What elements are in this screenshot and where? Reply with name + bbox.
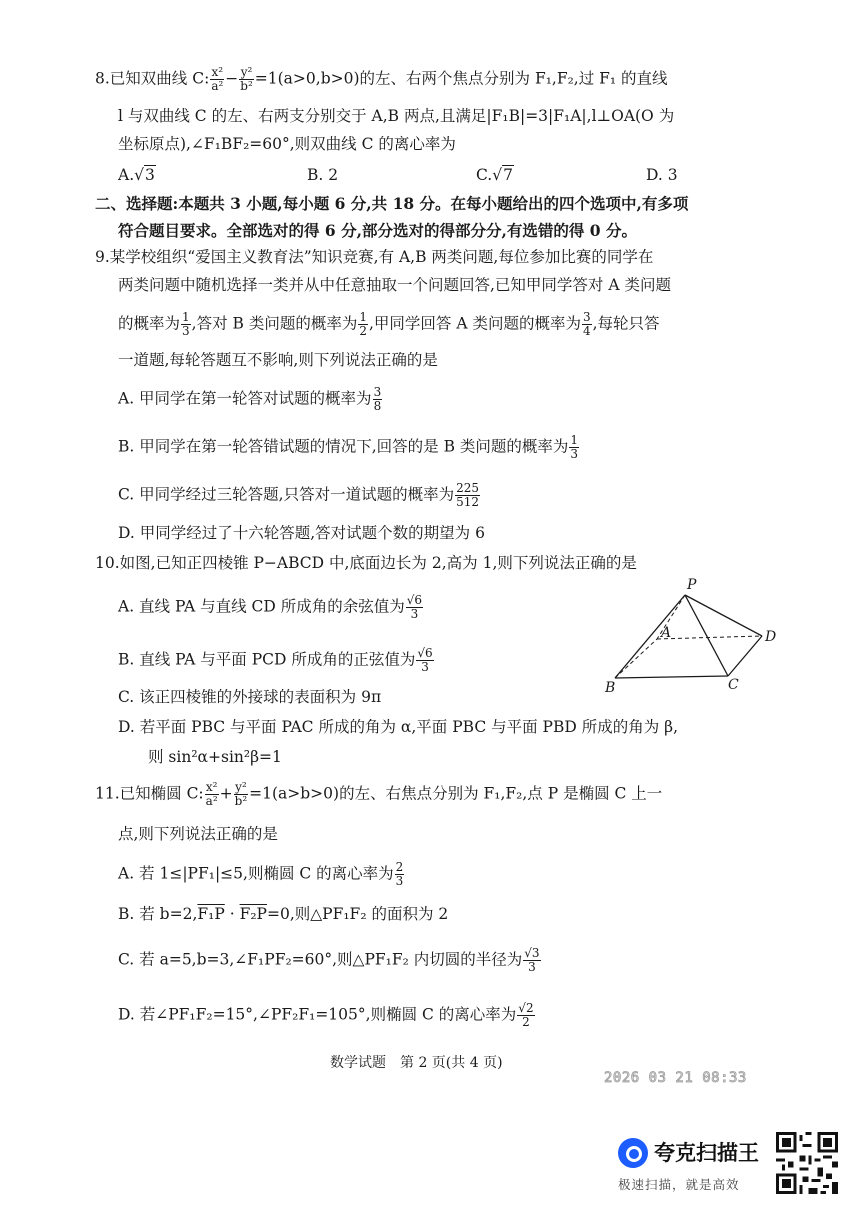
q9-line3: 的概率为 $\frac{1}{3}$ ,答对 B 类问题的概率为 $\frac{1}{2}$ ,甲同学回答 A 类问题的概率为 $\frac{3}{4}$ ,每轮只答 [118,310,660,338]
q9-option-a: A. 甲同学在第一轮答对试题的概率为 $\frac{3}{8}$ [118,385,382,413]
label-A: A [661,625,672,641]
q8-option-a: A.√3 [118,166,155,184]
q11-option-b: B. 若 b=2,F₁P · F₂P=0,则△PF₁F₂ 的面积为 2 [118,905,449,923]
logo-name: 夸克扫描王 [654,1141,759,1165]
q8-option-c: C.√7 [476,166,513,184]
edge-CD [728,636,762,676]
q8-stem-start: 8.已知双曲线 C: [95,69,210,88]
q11-line1: 11.已知椭圆 C: $\frac{\text{x²}}{\text{a²}}$ + $\frac{\text{y²}}{\text{b²}}$ =1(a>b>0)的左、右焦点分别为 F₁,F₂,点 P 是椭圆 C 上一 [95,780,663,808]
fraction-y2-b2: $\frac{\text{y²}}{\text{b²}}$ [240,65,253,93]
q9-option-d: D. 甲同学经过了十六轮答题,答对试题个数的期望为 6 [118,524,485,542]
q11-line2: 点,则下列说法正确的是 [118,825,278,843]
q10-option-c: C. 该正四棱锥的外接球的表面积为 9π [118,688,382,706]
fraction-1-2: $\frac{1}{2}$ [359,310,367,338]
q8-line3: 坐标原点),∠F₁BF₂=60°,则双曲线 C 的离心率为 [118,135,456,153]
pyramid-figure [595,575,795,700]
q8-option-b: B. 2 [307,166,339,184]
q9-line1: 9.某学校组织“爱国主义教育法”知识竞赛,有 A,B 两类问题,每位参加比赛的同学在 [95,248,654,266]
q11-option-c: C. 若 a=5,b=3,∠F₁PF₂=60°,则△PF₁F₂ 内切圆的半径为 $\frac{√3}{3}$ [118,946,540,974]
q10-option-d-line1: D. 若平面 PBC 与平面 PAC 所成的角为 α,平面 PBC 与平面 PBD 所成的角为 β, [118,718,679,736]
q9-option-c: C. 甲同学经过三轮答题,只答对一道试题的概率为 $\frac{225}{512}$ [118,481,479,509]
fraction-3-4: $\frac{3}{4}$ [582,310,591,338]
section2-heading-line1: 二、选择题:本题共 3 小题,每小题 6 分,共 18 分。在每小题给出的四个选项中,有多项 [95,194,689,213]
logo-tagline: 极速扫描，就是高效 [618,1177,740,1192]
q8-line1: 8.已知双曲线 C: $\frac{\text{x²}}{\text{a²}}$ − $\frac{\text{y²}}{\text{b²}}$ =1(a>0,b>0)的左、右两个焦点分别为 F₁,F₂,过 F₁ 的直线 [95,65,668,93]
qr-code-icon [776,1132,838,1194]
q10-option-d-line2: 则 sin²α+sin²β=1 [148,748,282,766]
q9-option-b: B. 甲同学在第一轮答错试题的情况下,回答的是 B 类问题的概率为 $\frac{1}{3}$ [118,433,579,461]
q11-option-a: A. 若 1≤|PF₁|≤5,则椭圆 C 的离心率为 $\frac{2}{3}$ [118,860,404,888]
q10-option-b: B. 直线 PA 与平面 PCD 所成角的正弦值为 $\frac{√6}{3}$ [118,646,433,674]
quark-logo-icon [618,1138,648,1168]
label-C: C [728,677,739,693]
q8-stem-end: =1(a>0,b>0)的左、右两个焦点分别为 F₁,F₂,过 F₁ 的直线 [254,69,668,88]
q10-option-a: A. 直线 PA 与直线 CD 所成角的余弦值为 $\frac{√6}{3}$ [118,593,423,621]
fraction-x2-a2: $\frac{\text{x²}}{\text{a²}}$ [211,65,224,93]
label-P: P [687,577,697,593]
q10-line1: 10.如图,已知正四棱锥 P−ABCD 中,底面边长为 2,高为 1,则下列说法正确的是 [95,554,637,572]
scanner-logo [618,1135,768,1195]
q8-option-d: D. 3 [646,166,678,184]
label-B: B [605,680,616,696]
page-footer: 数学试题 第 2 页(共 4 页) [330,1055,503,1071]
edge-PB [615,595,685,678]
q8-line2: l 与双曲线 C 的左、右两支分别交于 A,B 两点,且满足|F₁B|=3|F₁A|,l⊥OA(O 为 [118,107,675,125]
q9-line2: 两类问题中随机选择一类并从中任意抽取一个问题回答,已知甲同学答对 A 类问题 [118,276,671,294]
timestamp-watermark: 2026 03 21 08:33 [604,1070,747,1086]
section2-heading-line2: 符合题目要求。全部选对的得 6 分,部分选对的得部分分,有选错的得 0 分。 [118,221,637,240]
label-D: D [765,629,777,645]
q9-line4: 一道题,每轮答题互不影响,则下列说法正确的是 [118,351,438,369]
edge-BC [615,676,728,678]
edge-AD-hidden [657,636,762,639]
edge-BA-hidden [615,639,657,678]
fraction-1-3: $\frac{1}{3}$ [182,310,190,338]
q11-option-d: D. 若∠PF₁F₂=15°,∠PF₂F₁=105°,则椭圆 C 的离心率为 $\frac{√2}{2}$ [118,1001,534,1029]
